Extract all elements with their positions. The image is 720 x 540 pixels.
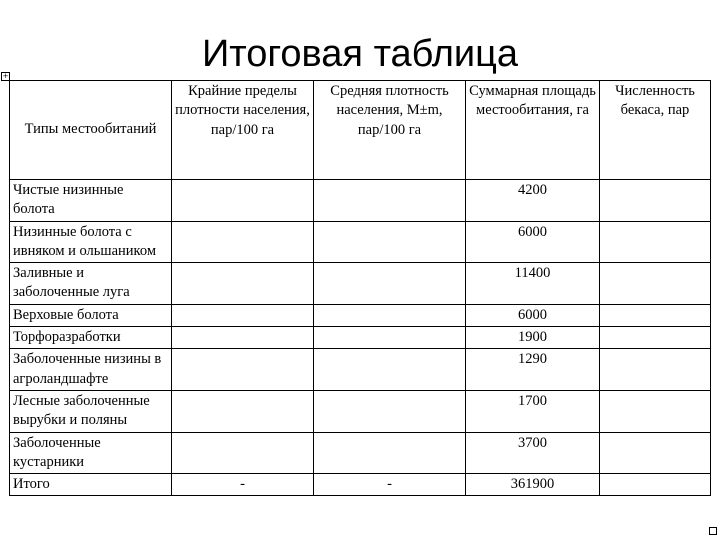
cell-mean-density[interactable] <box>314 263 466 305</box>
cell-density-limits[interactable] <box>172 180 314 222</box>
summary-table <box>9 80 711 496</box>
table-row <box>10 221 711 263</box>
table-row <box>10 349 711 391</box>
cell-density-limits[interactable] <box>172 349 314 391</box>
cell-density-limits[interactable] <box>172 304 314 326</box>
cell-snipe-count[interactable] <box>600 263 711 305</box>
header-habitat-type: Типы местообитаний <box>10 81 172 180</box>
cell-habitat-type[interactable]: Заливные и заболоченные луга <box>10 263 172 305</box>
header-total-area: Суммарная площадь местообитания, га <box>466 81 600 180</box>
header-density-limits: Крайние пределы плотности населения, пар/100 га <box>172 81 314 180</box>
cell-snipe-count[interactable] <box>600 221 711 263</box>
page-title: Итоговая таблица <box>201 33 519 75</box>
cell-habitat-type[interactable]: Заболоченные кустарники <box>10 432 172 474</box>
cell-habitat-type[interactable]: Лесные заболоченные вырубки и поляны <box>10 390 172 432</box>
cell-total-density-limits[interactable]: - <box>172 474 314 496</box>
table-row <box>10 327 711 349</box>
cell-total-snipe-count[interactable] <box>600 474 711 496</box>
cell-total-area[interactable]: 6000 <box>466 304 600 326</box>
cell-mean-density[interactable] <box>314 327 466 349</box>
cell-habitat-type[interactable]: Торфоразработки <box>10 327 172 349</box>
cell-total-area[interactable]: 3700 <box>466 432 600 474</box>
cell-mean-density[interactable] <box>314 390 466 432</box>
cell-total-area-sum[interactable]: 361900 <box>466 474 600 496</box>
cell-mean-density[interactable] <box>314 304 466 326</box>
cell-habitat-type[interactable]: Верховые болота <box>10 304 172 326</box>
table-resize-handle-icon[interactable] <box>709 527 717 535</box>
cell-habitat-type[interactable]: Чистые низинные болота <box>10 180 172 222</box>
table-row <box>10 180 711 222</box>
cell-mean-density[interactable] <box>314 432 466 474</box>
table-move-handle-icon[interactable]: + <box>2 72 9 80</box>
cell-snipe-count[interactable] <box>600 327 711 349</box>
table-row <box>10 432 711 474</box>
table-row <box>10 304 711 326</box>
cell-total-label[interactable]: Итого <box>10 474 172 496</box>
cell-total-area[interactable]: 1900 <box>466 327 600 349</box>
cell-density-limits[interactable] <box>172 390 314 432</box>
cell-snipe-count[interactable] <box>600 390 711 432</box>
header-mean-density: Средняя плотность населения, M±m, пар/100 га <box>314 81 466 180</box>
cell-total-area[interactable]: 1290 <box>466 349 600 391</box>
table-header-row <box>10 81 711 180</box>
cell-total-area[interactable]: 11400 <box>466 263 600 305</box>
cell-mean-density[interactable] <box>314 221 466 263</box>
table-row <box>10 263 711 305</box>
cell-density-limits[interactable] <box>172 263 314 305</box>
cell-habitat-type[interactable]: Заболоченные низины в агроландшафте <box>10 349 172 391</box>
cell-snipe-count[interactable] <box>600 180 711 222</box>
cell-total-area[interactable]: 4200 <box>466 180 600 222</box>
cell-snipe-count[interactable] <box>600 432 711 474</box>
cell-density-limits[interactable] <box>172 432 314 474</box>
cell-total-mean-density[interactable]: - <box>314 474 466 496</box>
table-total-row <box>10 474 711 496</box>
cell-total-area[interactable]: 1700 <box>466 390 600 432</box>
cell-mean-density[interactable] <box>314 180 466 222</box>
cell-snipe-count[interactable] <box>600 304 711 326</box>
cell-habitat-type[interactable]: Низинные болота с ивняком и ольшаником <box>10 221 172 263</box>
cell-density-limits[interactable] <box>172 327 314 349</box>
cell-mean-density[interactable] <box>314 349 466 391</box>
cell-total-area[interactable]: 6000 <box>466 221 600 263</box>
cell-density-limits[interactable] <box>172 221 314 263</box>
table-row <box>10 390 711 432</box>
header-snipe-count: Численность бекаса, пар <box>600 81 711 180</box>
cell-snipe-count[interactable] <box>600 349 711 391</box>
